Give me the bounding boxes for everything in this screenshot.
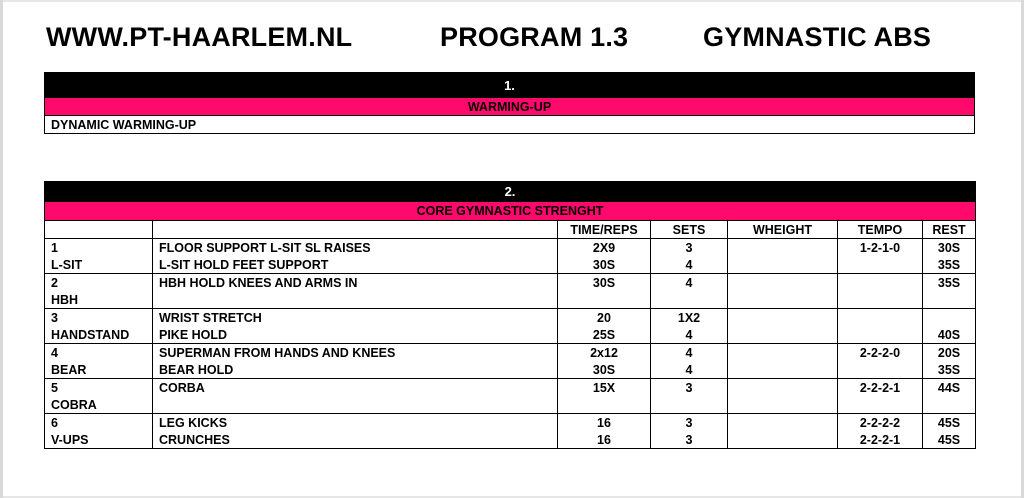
cell-rest: 44S [923, 379, 976, 397]
table-row [45, 379, 976, 397]
column-header-rest: REST [923, 221, 976, 239]
cell-label: BEAR [45, 361, 153, 379]
cell-time: 25S [558, 326, 651, 344]
cell-exercise: L-SIT HOLD FEET SUPPORT [153, 256, 558, 274]
cell-weight [728, 361, 838, 379]
cell-sets: 4 [651, 274, 728, 292]
table-row [45, 326, 976, 344]
cell-weight [728, 326, 838, 344]
cell-time: 30S [558, 361, 651, 379]
page-edge-top [0, 0, 1024, 2]
cell-rest: 35S [923, 274, 976, 292]
cell-exercise: BEAR HOLD [153, 361, 558, 379]
program-name: GYMNASTIC ABS [703, 22, 932, 52]
cell-rest: 40S [923, 326, 976, 344]
cell-weight [728, 344, 838, 362]
cell-exercise: CORBA [153, 379, 558, 397]
core-strength-table [44, 181, 976, 449]
cell-time: 2x12 [558, 344, 651, 362]
cell-tempo [838, 361, 923, 379]
warmup-item: DYNAMIC WARMING-UP [45, 116, 975, 134]
cell-tempo [838, 396, 923, 414]
table-row [45, 116, 975, 134]
warmup-table [44, 72, 975, 134]
table-row [45, 239, 976, 257]
cell-label: 3 [45, 309, 153, 327]
cell-label: HBH [45, 291, 153, 309]
section-title: CORE GYMNASTIC STRENGHT [45, 202, 976, 221]
cell-time [558, 396, 651, 414]
cell-tempo [838, 309, 923, 327]
column-header-sets: SETS [651, 221, 728, 239]
cell-exercise: PIKE HOLD [153, 326, 558, 344]
cell-exercise: CRUNCHES [153, 431, 558, 449]
cell-exercise: FLOOR SUPPORT L-SIT SL RAISES [153, 239, 558, 257]
cell-weight [728, 291, 838, 309]
cell-exercise [153, 291, 558, 309]
column-header-row [45, 221, 976, 239]
program-number: PROGRAM 1.3 [440, 22, 629, 52]
cell-exercise: LEG KICKS [153, 414, 558, 432]
cell-sets [651, 291, 728, 309]
cell-time: 16 [558, 414, 651, 432]
table-row [45, 274, 976, 292]
cell-sets [651, 396, 728, 414]
cell-label: V-UPS [45, 431, 153, 449]
cell-rest: 45S [923, 431, 976, 449]
cell-label: 2 [45, 274, 153, 292]
cell-label: COBRA [45, 396, 153, 414]
section-title-bar [45, 202, 976, 221]
column-header-exercise [153, 221, 558, 239]
column-header-weight: WHEIGHT [728, 221, 838, 239]
cell-tempo: 1-2-1-0 [838, 239, 923, 257]
cell-sets: 3 [651, 414, 728, 432]
exercise-rows [45, 239, 976, 449]
cell-time: 30S [558, 256, 651, 274]
cell-sets: 1X2 [651, 309, 728, 327]
cell-sets: 4 [651, 344, 728, 362]
cell-sets: 3 [651, 379, 728, 397]
cell-tempo: 2-2-2-1 [838, 379, 923, 397]
cell-weight [728, 239, 838, 257]
cell-time: 15X [558, 379, 651, 397]
table-row [45, 361, 976, 379]
cell-weight [728, 379, 838, 397]
cell-tempo [838, 291, 923, 309]
cell-rest: 30S [923, 239, 976, 257]
cell-sets: 3 [651, 239, 728, 257]
cell-rest: 35S [923, 361, 976, 379]
cell-rest: 20S [923, 344, 976, 362]
table-row [45, 256, 976, 274]
cell-label: 1 [45, 239, 153, 257]
section-number: 1. [45, 73, 975, 98]
section-number: 2. [45, 182, 976, 202]
cell-tempo [838, 256, 923, 274]
cell-exercise: SUPERMAN FROM HANDS AND KNEES [153, 344, 558, 362]
cell-tempo [838, 326, 923, 344]
cell-sets: 3 [651, 431, 728, 449]
section-title-bar [45, 98, 975, 116]
cell-weight [728, 396, 838, 414]
site-title: WWW.PT-HAARLEM.NL [46, 22, 353, 52]
table-row [45, 309, 976, 327]
cell-time: 30S [558, 274, 651, 292]
cell-exercise: HBH HOLD KNEES AND ARMS IN [153, 274, 558, 292]
cell-rest [923, 396, 976, 414]
cell-tempo: 2-2-2-2 [838, 414, 923, 432]
cell-sets: 4 [651, 361, 728, 379]
cell-rest: 35S [923, 256, 976, 274]
cell-time: 2X9 [558, 239, 651, 257]
column-header-tempo: TEMPO [838, 221, 923, 239]
cell-label: 5 [45, 379, 153, 397]
cell-rest: 45S [923, 414, 976, 432]
cell-rest [923, 309, 976, 327]
cell-time: 16 [558, 431, 651, 449]
cell-weight [728, 274, 838, 292]
cell-tempo: 2-2-2-1 [838, 431, 923, 449]
cell-tempo [838, 274, 923, 292]
table-row [45, 414, 976, 432]
cell-sets: 4 [651, 326, 728, 344]
cell-label: HANDSTAND [45, 326, 153, 344]
page-header [46, 22, 976, 54]
cell-weight [728, 431, 838, 449]
cell-label: 4 [45, 344, 153, 362]
table-row [45, 431, 976, 449]
cell-time: 20 [558, 309, 651, 327]
page-edge-left [0, 0, 3, 498]
table-row [45, 344, 976, 362]
cell-label: L-SIT [45, 256, 153, 274]
cell-weight [728, 256, 838, 274]
table-row [45, 396, 976, 414]
cell-weight [728, 414, 838, 432]
cell-time [558, 291, 651, 309]
cell-sets: 4 [651, 256, 728, 274]
section-number-bar [45, 182, 976, 202]
column-header-time: TIME/REPS [558, 221, 651, 239]
cell-tempo: 2-2-2-0 [838, 344, 923, 362]
cell-rest [923, 291, 976, 309]
section-title: WARMING-UP [45, 98, 975, 116]
cell-exercise: WRIST STRETCH [153, 309, 558, 327]
cell-label: 6 [45, 414, 153, 432]
section-number-bar [45, 73, 975, 98]
cell-exercise [153, 396, 558, 414]
column-header-label [45, 221, 153, 239]
cell-weight [728, 309, 838, 327]
table-row [45, 291, 976, 309]
